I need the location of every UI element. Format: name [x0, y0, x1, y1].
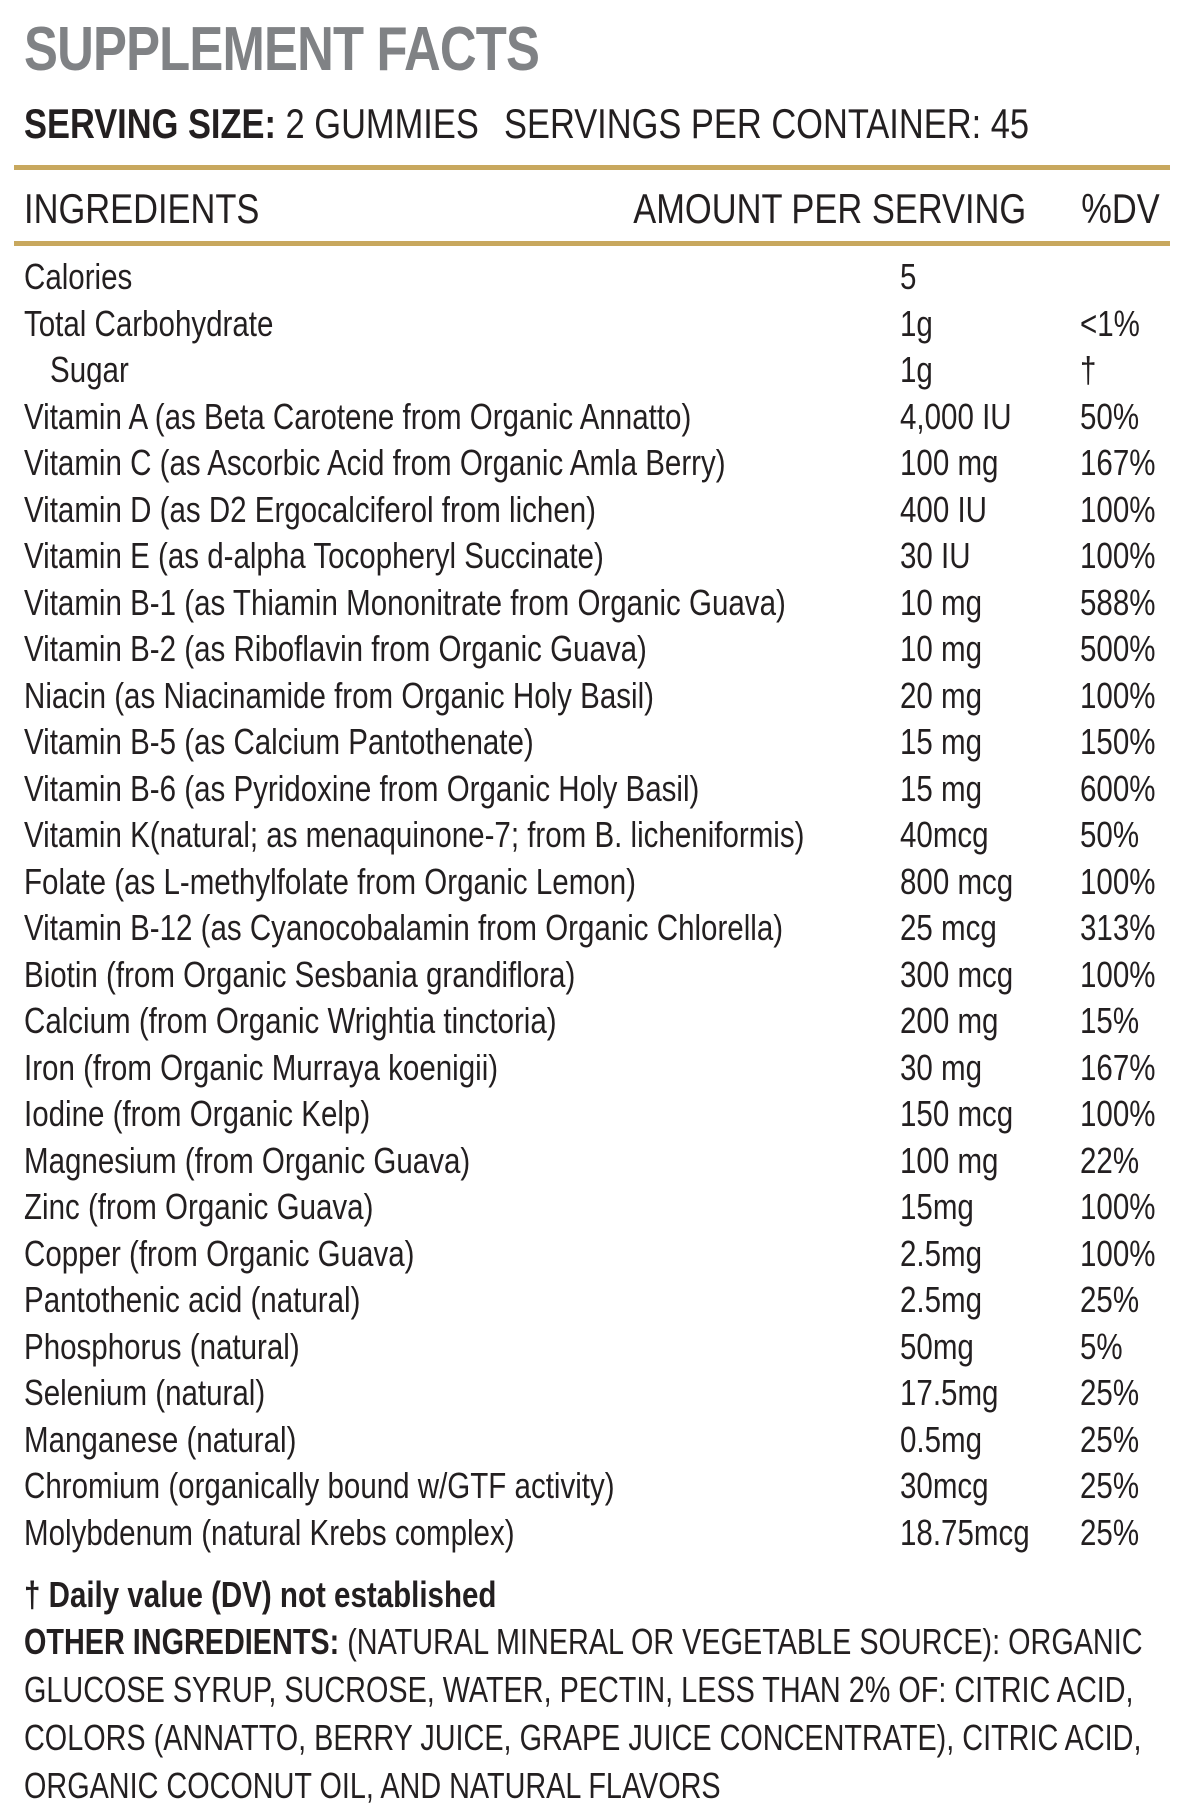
row-dv: <1% [1080, 302, 1140, 344]
row-amount: 1g [900, 302, 933, 344]
row-amount: 20 mg [900, 674, 983, 716]
row-name: Vitamin C (as Ascorbic Acid from Organic Amla Berry) [24, 442, 726, 483]
row-amount: 800 mcg [900, 860, 1014, 902]
other-ingredients [24, 1618, 1144, 1810]
row-dv: 100% [1080, 1186, 1156, 1227]
row-dv: † [1080, 349, 1097, 390]
column-header-dv: %DV [1081, 185, 1160, 232]
row-name: Iodine (from Organic Kelp) [24, 1093, 371, 1134]
row-name: Vitamin D (as D2 Ergocalciferol from lichen) [24, 488, 597, 530]
row-name: Vitamin B-12 (as Cyanocobalamin from Organic Chlorella) [24, 907, 784, 948]
row-dv: 167% [1080, 1046, 1156, 1088]
table-row [24, 487, 1164, 534]
divider-top [14, 165, 1170, 170]
row-name: Vitamin B-2 (as Riboflavin from Organic Guava) [24, 628, 647, 669]
row-name: Pantothenic acid (natural) [24, 1279, 361, 1320]
row-name: Vitamin B-6 (as Pyridoxine from Organic Holy Basil) [24, 767, 700, 809]
row-name: Niacin (as Niacinamide from Organic Holy Basil) [24, 674, 654, 716]
row-dv: 5% [1080, 1325, 1123, 1367]
row-amount: 50mg [900, 1325, 974, 1367]
table-row [24, 301, 1164, 348]
row-dv: 100% [1080, 674, 1156, 716]
column-header-amount: AMOUNT PER SERVING [633, 185, 1026, 232]
table-row [24, 1184, 1164, 1231]
row-name: Vitamin K(natural; as menaquinone-7; from B. licheniformis) [24, 814, 805, 855]
row-dv: 15% [1080, 1000, 1140, 1041]
facts-table [24, 254, 1164, 1556]
table-row [24, 719, 1164, 766]
serving-size-label: SERVING SIZE: [24, 100, 276, 147]
row-amount: 300 mcg [900, 953, 1014, 995]
table-row [24, 347, 1164, 394]
row-dv: 313% [1080, 907, 1156, 948]
row-name: Vitamin A (as Beta Carotene from Organic Annatto) [24, 395, 692, 437]
row-dv: 25% [1080, 1372, 1140, 1413]
table-row [24, 673, 1164, 720]
row-name: Sugar [50, 349, 129, 390]
serving-size [24, 96, 579, 152]
row-name: Vitamin E (as d-alpha Tocopheryl Succinate) [24, 535, 604, 576]
row-amount: 200 mg [900, 1000, 999, 1041]
dv-footnote [24, 1570, 600, 1620]
table-row [24, 1138, 1164, 1185]
row-name: Calcium (from Organic Wrightia tinctoria) [24, 1000, 557, 1041]
panel-title [24, 10, 652, 90]
row-amount: 5 [900, 256, 917, 297]
column-header-ingredients: INGREDIENTS [24, 185, 260, 232]
row-dv: 50% [1080, 395, 1140, 437]
table-row [24, 626, 1164, 673]
row-name: Calories [24, 256, 133, 297]
table-row [24, 905, 1164, 952]
row-name: Manganese (natural) [24, 1418, 297, 1460]
row-amount: 100 mg [900, 1139, 999, 1181]
table-row [24, 394, 1164, 441]
row-amount: 1g [900, 349, 933, 390]
table-row [24, 1231, 1164, 1278]
table-row [24, 1324, 1164, 1371]
row-amount: 18.75mcg [900, 1511, 1030, 1553]
row-name: Vitamin B-1 (as Thiamin Mononitrate from Organic Guava) [24, 581, 786, 623]
row-amount: 17.5mg [900, 1372, 999, 1413]
row-dv: 167% [1080, 442, 1156, 483]
row-amount: 15 mg [900, 767, 983, 809]
row-dv: 100% [1080, 953, 1156, 995]
row-amount: 30 mg [900, 1046, 983, 1088]
table-row [24, 998, 1164, 1045]
row-name: Copper (from Organic Guava) [24, 1232, 415, 1274]
table-row [24, 859, 1164, 906]
row-dv: 25% [1080, 1511, 1140, 1553]
row-dv: 588% [1080, 581, 1156, 623]
row-amount: 10 mg [900, 628, 983, 669]
row-name: Selenium (natural) [24, 1372, 266, 1413]
row-dv: 500% [1080, 628, 1156, 669]
table-row [24, 952, 1164, 999]
column-header [24, 180, 1160, 238]
row-amount: 15mg [900, 1186, 974, 1227]
row-dv: 150% [1080, 721, 1156, 762]
row-name: Molybdenum (natural Krebs complex) [24, 1511, 515, 1553]
row-dv: 25% [1080, 1418, 1140, 1460]
row-name: Vitamin B-5 (as Calcium Pantothenate) [24, 721, 534, 762]
other-ingredients-label: OTHER INGREDIENTS: [24, 1621, 340, 1662]
row-dv: 22% [1080, 1139, 1140, 1181]
row-dv: 100% [1080, 1232, 1156, 1274]
row-name: Magnesium (from Organic Guava) [24, 1139, 471, 1181]
table-row [24, 533, 1164, 580]
serving-size-value: 2 GUMMIES [275, 100, 479, 147]
table-row [24, 1417, 1164, 1464]
table-row [24, 254, 1164, 301]
table-row [24, 1370, 1164, 1417]
servings-per-container [504, 96, 1144, 152]
row-dv: 100% [1080, 860, 1156, 902]
table-row [24, 812, 1164, 859]
row-amount: 150 mcg [900, 1093, 1014, 1134]
row-amount: 15 mg [900, 721, 983, 762]
table-row [24, 1463, 1164, 1510]
table-row [24, 1277, 1164, 1324]
row-amount: 0.5mg [900, 1418, 983, 1460]
row-amount: 400 IU [900, 488, 987, 530]
row-name: Biotin (from Organic Sesbania grandiflora) [24, 953, 576, 995]
row-amount: 2.5mg [900, 1279, 983, 1320]
row-name: Iron (from Organic Murraya koenigii) [24, 1046, 499, 1088]
table-row [24, 1510, 1164, 1557]
divider-header [14, 241, 1170, 246]
row-name: Total Carbohydrate [24, 302, 274, 344]
row-name: Zinc (from Organic Guava) [24, 1186, 374, 1227]
row-amount: 30 IU [900, 535, 971, 576]
row-dv: 100% [1080, 535, 1156, 576]
row-amount: 25 mcg [900, 907, 997, 948]
row-dv: 100% [1080, 488, 1156, 530]
table-row [24, 440, 1164, 487]
row-amount: 40mcg [900, 814, 989, 855]
servings-per-container-text: SERVINGS PER CONTAINER: 45 [504, 100, 1030, 147]
table-row [24, 1091, 1164, 1138]
row-name: Folate (as L-methylfolate from Organic Lemon) [24, 860, 636, 902]
row-amount: 4,000 IU [900, 395, 1012, 437]
row-amount: 2.5mg [900, 1232, 983, 1274]
row-dv: 600% [1080, 767, 1156, 809]
row-name: Phosphorus (natural) [24, 1325, 300, 1367]
row-dv: 50% [1080, 814, 1140, 855]
other-ingredients-text: (NATURAL MINERAL OR VEGETABLE SOURCE): ORGANIC GLUCOSE SYRUP, SUCROSE, WATER, PECTIN, LESS THAN 2% OF: CITRIC ACID, COLORS (ANNATTO, BERRY JUICE, GRAPE JUICE CONCENTRATE), CITRIC ACID, ORGANIC COCONUT OIL, AND NATURAL FLAVORS [24, 1621, 1143, 1806]
row-amount: 10 mg [900, 581, 983, 623]
row-dv: 100% [1080, 1093, 1156, 1134]
row-dv: 25% [1080, 1279, 1140, 1320]
dv-footnote-text: † Daily value (DV) not established [24, 1574, 497, 1615]
panel-title-text: SUPPLEMENT FACTS [24, 15, 540, 84]
row-name: Chromium (organically bound w/GTF activity) [24, 1465, 615, 1506]
row-amount: 30mcg [900, 1465, 989, 1506]
row-dv: 25% [1080, 1465, 1140, 1506]
table-row [24, 580, 1164, 627]
table-row [24, 1045, 1164, 1092]
row-amount: 100 mg [900, 442, 999, 483]
serving-info [24, 96, 1164, 152]
table-row [24, 766, 1164, 813]
